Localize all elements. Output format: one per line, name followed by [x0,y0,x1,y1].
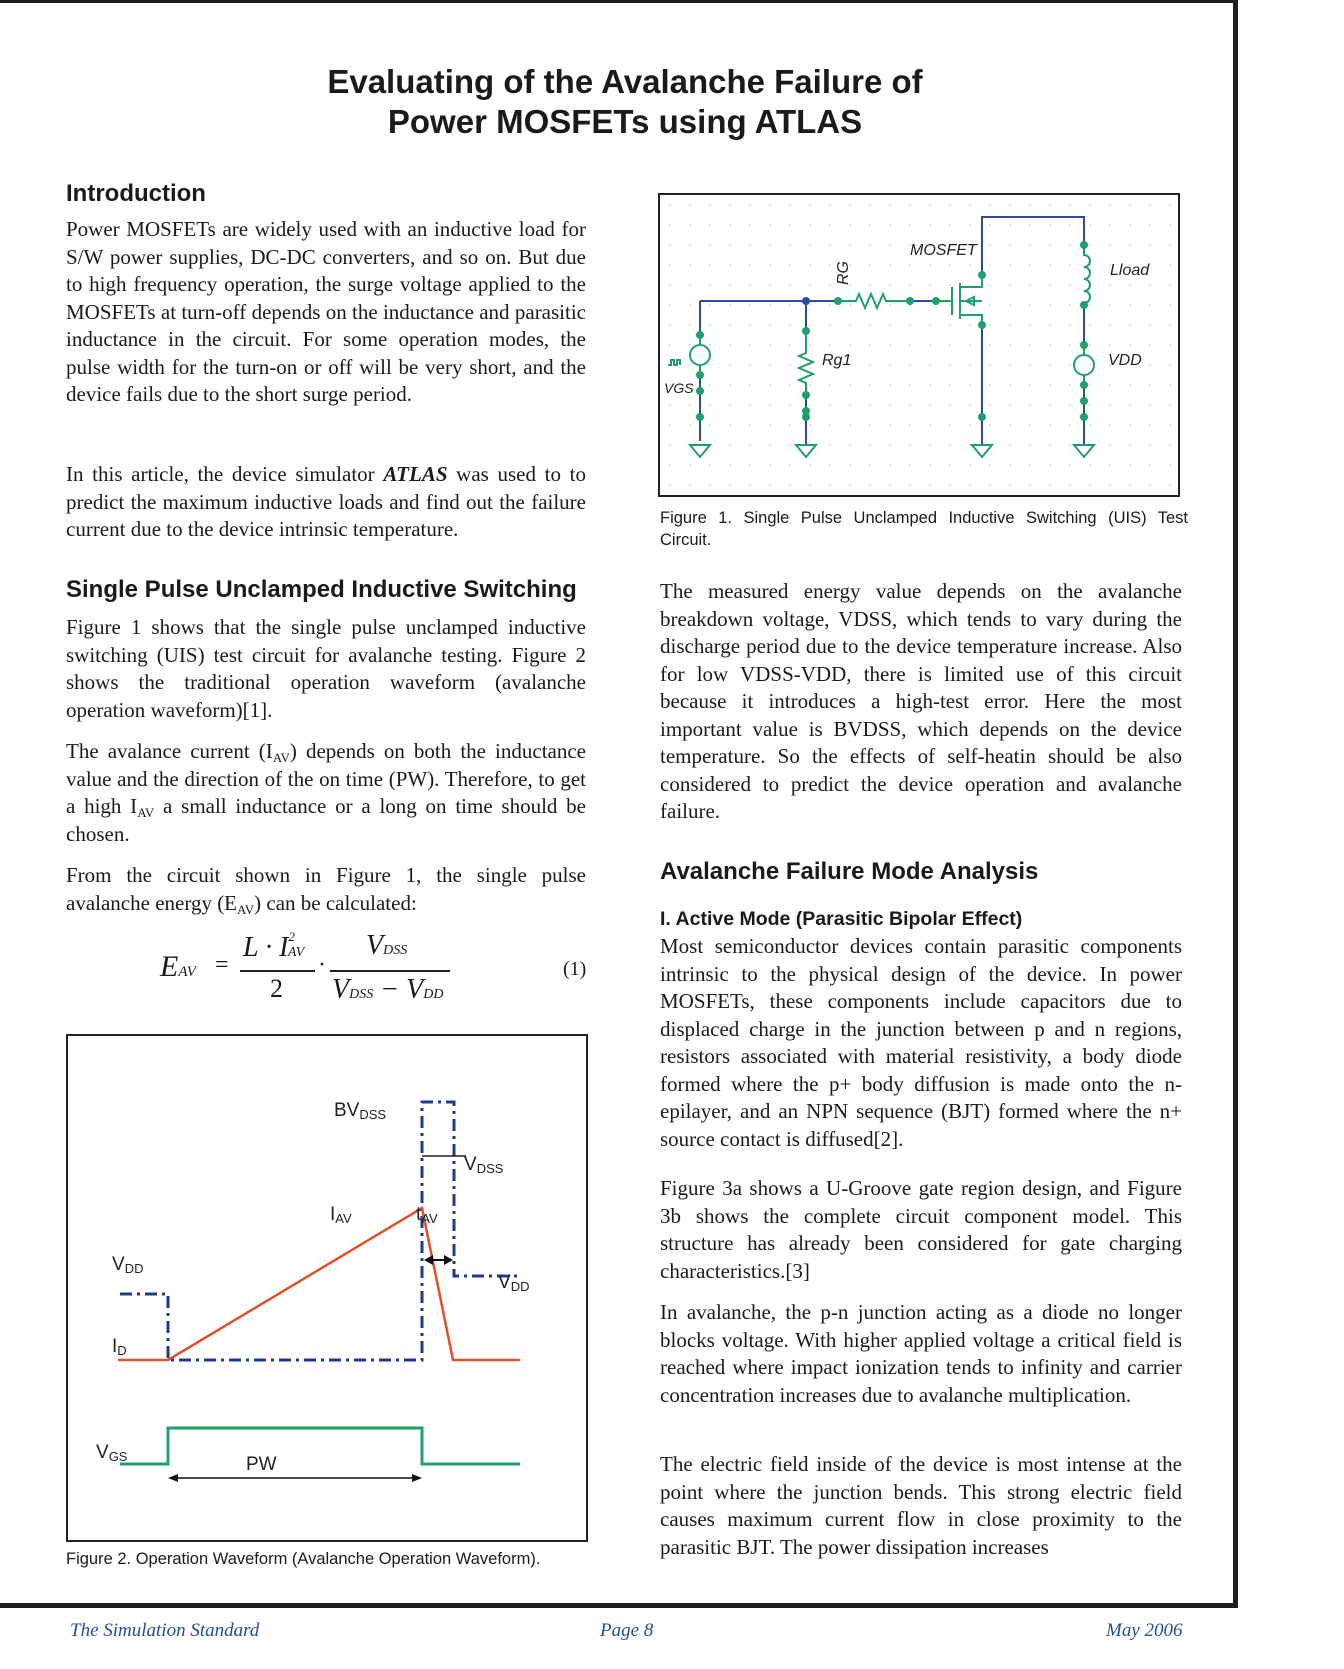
uis-paragraph-2 [66,738,586,848]
eq-num1-text: L · I [243,932,289,963]
iav-label: IAV [330,1204,352,1226]
vgs-label: VGS [96,1442,128,1464]
introduction-heading: Introduction [66,180,206,207]
grid-background [660,195,1178,495]
title-line-1: Evaluating of the Avalanche Failure of [327,63,923,100]
vdd-right-label: VDD [498,1272,530,1294]
intro-p2-a: In this article, the device simulator [66,462,384,486]
vgs-source-label: VGS [664,380,694,396]
uis-p2-c: a small inductance or a long on time should be chosen. [66,794,586,846]
intro-p2-atlas: ATLAS [383,462,448,486]
eq-num1-sup: 2 [288,929,295,944]
right-paragraph-1: The measured energy value depends on the avalanche breakdown voltage, VDSS, which tends to vary during the discharge period due to the device temperature increase. Also for low VDSS-VDD, there is limited use of this circuit because it introduces a high-test error. Here the most important value is BVDSS, which depends on the device temperature. So the effects of self-heatin should be also considered to predict the device operation and avalanche failure. [660,579,1182,823]
vdd-left-label: VDD [112,1254,144,1276]
id-waveform [118,1208,520,1360]
figure-1-caption: Figure 1. Single Pulse Unclamped Inductive Switching (UIS) Test Circuit. [660,509,1188,549]
junction-node [802,297,810,305]
vdd-source-label: VDD [1108,352,1142,369]
title-line-2: Power MOSFETs using ATLAS [387,103,863,140]
eq-num1-sub: AV [287,945,305,960]
eq-den2-sub1: DSS [349,987,374,1002]
footer-publication: The Simulation Standard [70,1620,260,1641]
uis-p2-a: The avalance current (I [66,739,273,763]
right-paragraph-4: In avalanche, the p-n junction acting as a diode no longer blocks voltage. With higher applied voltage a critical field is reached where impact ionization tends to infinity and carrier concentration increases due to avalanche multiplication. [660,1300,1182,1407]
right-paragraph-3: Figure 3a shows a U-Groove gate region design, and Figure 3b shows the complete circuit component model. This structure has already been considered for gate charging characteristics.[3] [660,1176,1182,1283]
bvdss-label: BVDSS [334,1100,387,1122]
mosfet-label: MOSFET [910,242,977,259]
uis-paragraph-3 [66,862,586,917]
eq-lhs-e: E [160,950,179,983]
eq-den2-v1: V [332,974,350,1005]
footer-page-number: Page 8 [600,1620,654,1641]
uis-p2-b: ) depends on both the inductance value and the direction of the on time (PW). Therefore, to get a high I [66,739,586,818]
right-paragraph-2: Most semiconductor devices contain parasitic components intrinsic to the physical design of the device. In power MOSFETs, these components include capacitors due to displaced charge in the junction between p and n regions, resistors associated with material resistivity, a body diode formed where the p+ body diffusion is made onto the n- epilayer, and an NPN sequence (BJT) formed where the n+ source contact is diffused[2]. [660,934,1182,1151]
uis-heading: Single Pulse Unclamped Inductive Switching [66,576,577,603]
uis-p2-sub2: AV [137,805,155,820]
figure-2-box [66,1034,588,1542]
uis-p3-b: ) can be calculated: [254,890,417,915]
eq-num2-v: V [366,930,384,961]
figure-1-box [658,193,1180,497]
uis-p3-a: From the circuit shown in Figure 1, the single pulse avalanche energy (E [66,863,586,915]
eq-num2-sub: DSS [383,943,408,958]
eq-den2-sub2: DD [423,987,444,1002]
tav-label: tAV [416,1204,438,1226]
active-mode-subheading: I. Active Mode (Parasitic Bipolar Effect) [660,908,1023,930]
rg-label: RG [835,261,852,285]
eq-den2-minus: − V [380,974,424,1005]
eq-lhs-sub: AV [178,964,196,980]
right-paragraph-5: The electric field inside of the device is most intense at the point where the junction bends. This strong electric field causes maximum current flow in close proximity to the parasitic BJT. The power dissipation increases [660,1452,1182,1559]
pw-label: PW [246,1454,277,1475]
eq-lhs [160,950,196,984]
figure-2-caption: Figure 2. Operation Waveform (Avalanche Operation Waveform). [66,1550,541,1568]
lload-label: Lload [1110,262,1150,279]
intro-paragraph-2 [66,461,586,544]
intro-p2-b: was used to to predict the maximum inductive loads and find out the failure current due to the device intrinsic temperature. [66,462,586,541]
eq-frac-bar-1 [240,970,315,972]
eq-num1 [243,929,311,964]
uis-paragraph-1: Figure 1 shows that the single pulse unclamped inductive switching (UIS) test circuit for avalanche testing. Figure 2 shows the traditional operation waveform (avalanche operation waveform)[1]. [66,615,586,722]
eq-frac-bar-2 [330,970,450,972]
uis-p3-sub: AV [237,901,255,917]
eq-den1: 2 [270,974,283,1003]
rg1-label: Rg1 [822,352,852,369]
vgs-waveform [120,1428,520,1464]
failure-mode-heading: Avalanche Failure Mode Analysis [660,858,1039,885]
article-title [210,62,1040,142]
eq-number: (1) [563,958,587,980]
eq-den2 [332,974,443,1006]
waveform-diagram [68,1036,586,1540]
uis-circuit-diagram [660,195,1178,495]
eq-equals: = [215,952,229,978]
vdss-label: VDSS [464,1154,504,1176]
eq-dot: · [318,952,326,978]
id-label: ID [112,1336,127,1358]
footer-date: May 2006 [1106,1620,1183,1641]
eq-num2 [366,930,407,962]
intro-paragraph-1: Power MOSFETs are widely used with an inductive load for S/W power supplies, DC-DC converters, and so on. But due to high frequency operation, the surge voltage applied to the MOSFETs at turn-off depends on the inductance and parasitic inductance in the circuit. For some operation modes, the pulse width for the turn-on or off will be very short, and the device fails due to the short surge period. [66,217,586,406]
uis-p2-sub1: AV [272,750,290,765]
vds-waveform [120,1102,520,1360]
